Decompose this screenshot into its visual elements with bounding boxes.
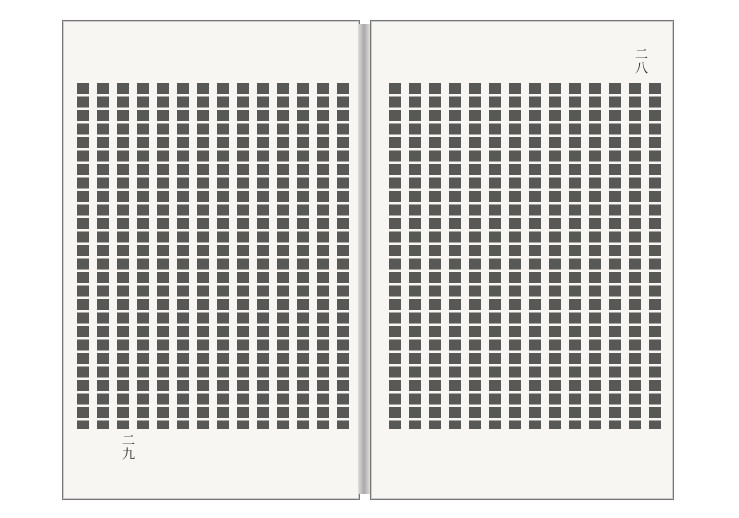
text-column [389, 83, 401, 429]
text-column [277, 83, 289, 429]
text-column [569, 83, 581, 429]
left-page [62, 20, 360, 500]
text-column [77, 83, 89, 429]
text-column [549, 83, 561, 429]
text-column [649, 83, 661, 429]
text-column [489, 83, 501, 429]
right-page-text-columns [389, 83, 655, 429]
text-column [529, 83, 541, 429]
text-column [117, 83, 129, 429]
text-column [609, 83, 621, 429]
left-page-text-columns [77, 83, 345, 429]
text-column [157, 83, 169, 429]
text-column [237, 83, 249, 429]
text-column [217, 83, 229, 429]
text-column [409, 83, 421, 429]
text-column [177, 83, 189, 429]
text-column [509, 83, 521, 429]
text-column [449, 83, 461, 429]
right-page [370, 20, 674, 500]
book-gutter [358, 24, 370, 494]
text-column [297, 83, 309, 429]
text-column [257, 83, 269, 429]
text-column [197, 83, 209, 429]
text-column [137, 83, 149, 429]
text-column [589, 83, 601, 429]
text-column [97, 83, 109, 429]
page-number: 二八 [632, 47, 647, 75]
text-column [629, 83, 641, 429]
text-column [429, 83, 441, 429]
text-column [317, 83, 329, 429]
page-number: 二九 [119, 433, 134, 461]
text-column [337, 83, 349, 429]
text-column [469, 83, 481, 429]
